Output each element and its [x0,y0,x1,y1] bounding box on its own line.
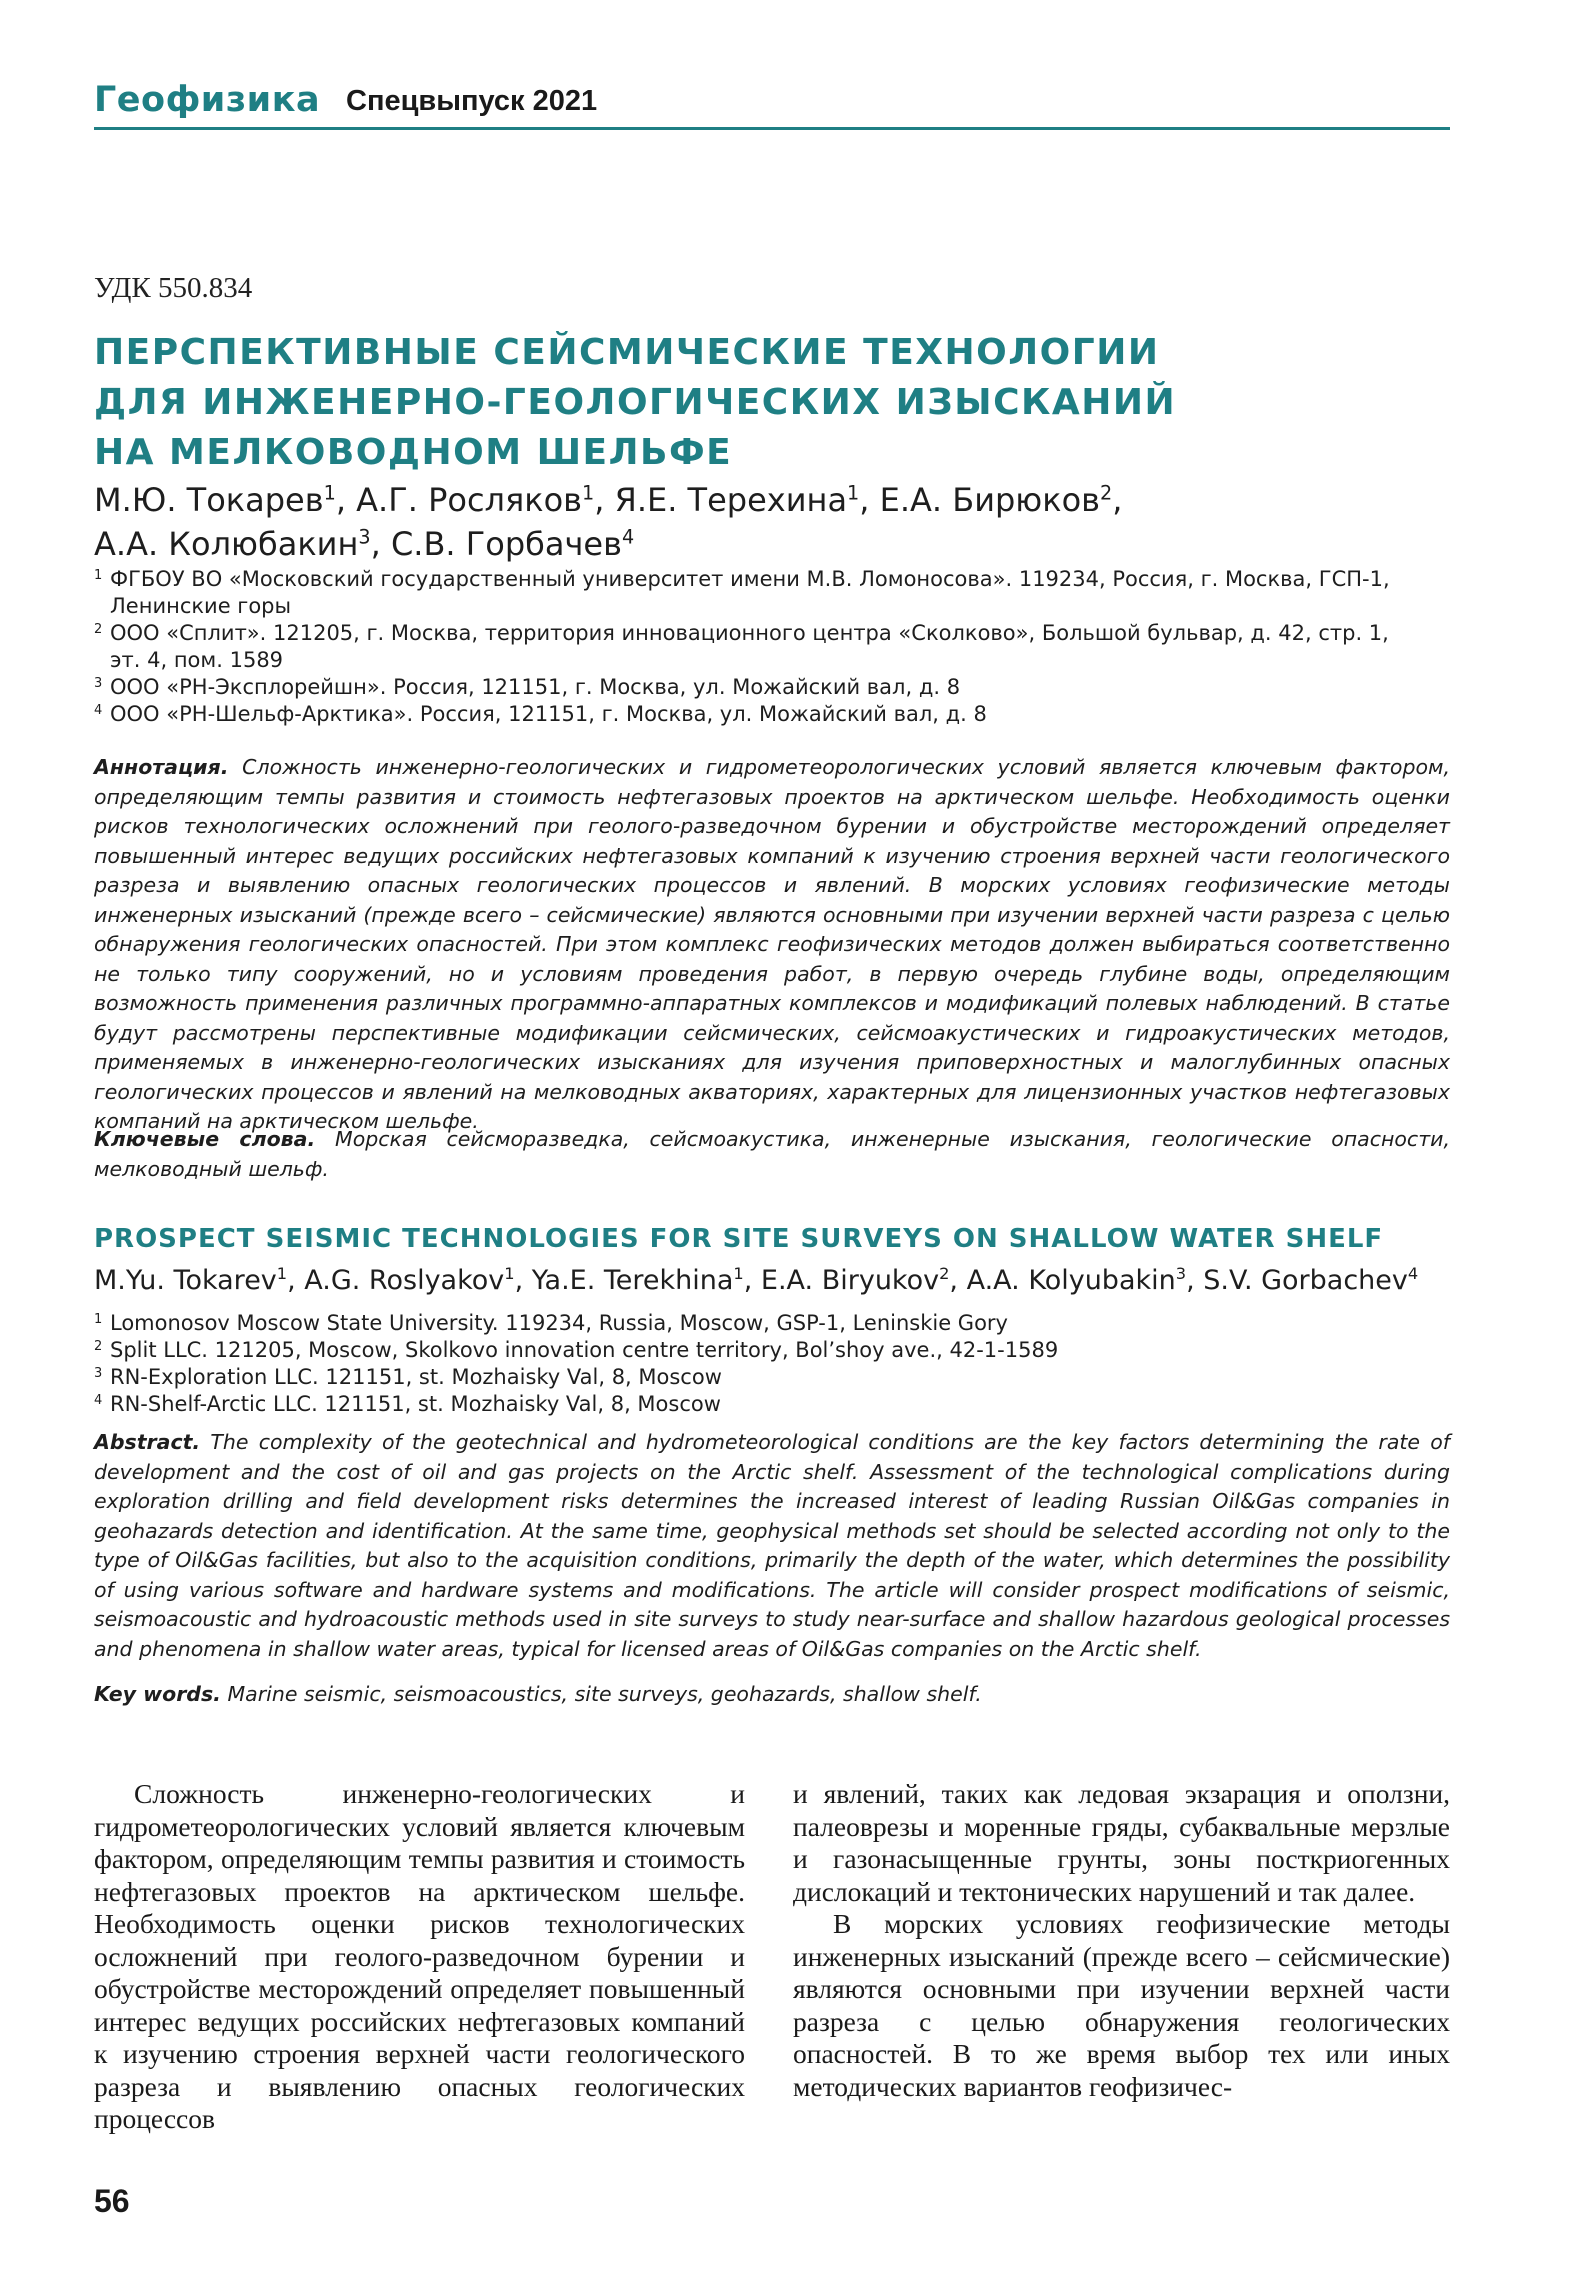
keywords-ru-text: Морская сейсморазведка, сейсмоакустика, инженерные изыскания, геологические опасности, мелководный шельф. [94,1127,1450,1181]
affiliation-text: RN-Exploration LLC. 121151, st. Mozhaisky Val, 8, Moscow [110,1365,722,1389]
article-title-en: PROSPECT SEISMIC TECHNOLOGIES FOR SITE SURVEYS ON SHALLOW WATER SHELF [94,1224,1384,1254]
author-name: A.G. Roslyakov [304,1265,505,1296]
author-name: M.Yu. Tokarev [94,1265,277,1296]
affiliation-item [94,1337,1394,1364]
keywords-ru [94,1125,1450,1184]
authors-ru [94,478,1394,566]
author-aff-mark: 1 [733,1264,744,1283]
affiliation-number: 3 [94,676,103,691]
affiliation-text: Split LLC. 121205, Moscow, Skolkovo innovation centre territory, Bol’shoy ave., 42-1-1589 [110,1338,1059,1362]
title-ru-line-2: ДЛЯ ИНЖЕНЕРНО-ГЕОЛОГИЧЕСКИХ ИЗЫСКАНИЙ [94,382,1177,423]
author-name: E.A. Biryukov [760,1265,940,1296]
author-name: А.Г. Росляков [356,481,583,519]
journal-issue: Спецвыпуск 2021 [346,85,598,117]
affiliation-text: ООО «Сплит». 121205, г. Москва, территория инновационного центра «Сколково», Большой бульвар, д. 42, стр. 1, [110,621,1389,645]
affiliation-text: ООО «РН-Шельф-Арктика». Россия, 121151, г. Москва, ул. Можайский вал, д. 8 [110,702,987,726]
affiliation-item [94,620,1394,674]
author-aff-mark: 4 [621,525,635,549]
title-ru-line-1: ПЕРСПЕКТИВНЫЕ СЕЙСМИЧЕСКИЕ ТЕХНОЛОГИИ [94,332,1160,373]
abstract-en [94,1428,1450,1664]
abstract-ru [94,753,1450,1137]
article-title-ru [94,328,1194,478]
author-aff-mark: 1 [276,1264,288,1283]
author-aff-mark: 1 [504,1264,515,1283]
affiliation-item [94,674,1394,701]
abstract-ru-label: Аннотация. [94,755,229,779]
udk-code: УДК 550.834 [94,272,253,304]
author-name: А.А. Колюбакин [94,525,359,563]
affiliation-number: 4 [94,1393,103,1408]
keywords-en [94,1680,1450,1710]
authors-en: M.Yu. Tokarev$^1$, A.G. Roslyakov$^1$, Ya.E. Terekhina$^1$, E.A. Biryukov$^2$, A.A. Kolyubakin$^3$, S.V. Gorbachev$^4$ [94,1264,1419,1296]
author-aff-mark: 4 [1407,1264,1419,1283]
author-aff-mark: 1 [847,481,860,505]
affiliation-item [94,1310,1394,1337]
affiliation-text-cont: эт. 4, пом. 1589 [110,648,284,672]
body-column-right [793,1778,1450,2103]
author-name: Я.Е. Терехина [614,481,848,519]
keywords-en-label: Key words. [94,1682,221,1706]
affiliation-text: Lomonosov Moscow State University. 119234, Russia, Moscow, GSP-1, Leninskie Gory [110,1311,1008,1335]
author-aff-mark: 1 [582,481,595,505]
affiliation-item [94,1391,1394,1418]
author-aff-mark: 3 [1175,1264,1187,1283]
affiliation-text-cont: Ленинские горы [110,594,292,618]
page-number: 56 [94,2183,130,2219]
abstract-en-text: The complexity of the geotechnical and hydrometeorological conditions are the key factors determining the rate of development and the cost of oil and gas projects on the Arctic shelf. Assessment of the technological complications during exploration drilling and field development risks determines the increased interest of leading Russian Oil&Gas companies in geohazards detection and identification. At the same time, geophysical methods set should be selected according not only to the type of Oil&Gas facilities, but also to the acquisition conditions, primarily the depth of the water, which determines the possibility of using various software and hardware systems and modifications. The article will consider prospect modifications of seismic, seismoacoustic and hydroacoustic methods used in site surveys to study near-surface and shallow hazardous geological processes and phenomena in shallow water areas, typical for licensed areas of Oil&Gas companies on the Arctic shelf. [94,1430,1450,1661]
author-aff-mark: 2 [1100,481,1113,505]
author-aff-mark: 3 [358,525,371,549]
affiliation-number: 1 [94,568,103,583]
affiliation-number: 2 [94,622,103,637]
keywords-en-text: Marine seismic, seismoacoustics, site surveys, geohazards, shallow shelf. [227,1682,982,1706]
affiliations-ru [94,566,1394,728]
authors-ru-line-1: М.Ю. Токарев$^1$, А.Г. Росляков$^1$, Я.Е. Терехина$^1$, Е.А. Бирюков$^2$, [94,481,1123,519]
author-aff-mark: 2 [939,1264,950,1283]
author-name: S.V. Gorbachev [1203,1265,1408,1296]
keywords-ru-label: Ключевые слова. [94,1127,316,1151]
affiliation-text: ООО «РН-Эксплорейшн». Россия, 121151, г. Москва, ул. Можайский вал, д. 8 [110,675,961,699]
journal-title: Геофизика [94,80,321,120]
body-column-left [94,1778,745,2136]
affiliation-number: 3 [94,1366,103,1381]
affiliation-item [94,701,1394,728]
author-aff-mark: 1 [323,481,336,505]
header-divider [94,127,1450,130]
authors-ru-line-2: А.А. Колюбакин$^3$, С.В. Горбачев$^4$ [94,525,635,563]
affiliation-text: ФГБОУ ВО «Московский государственный университет имени М.В. Ломоносова». 119234, Россия, г. Москва, ГСП-1, [110,567,1390,591]
title-ru-line-3: НА МЕЛКОВОДНОМ ШЕЛЬФЕ [94,432,733,473]
affiliation-number: 1 [94,1312,103,1327]
body-paragraph: В морских условиях геофизические методы инженерных изысканий (прежде всего – сейсмические) являются основными при изучении верхней части разреза с целью обнаружения геологических опасностей. В то же время выбор тех или иных методических вариантов геофизичес- [793,1908,1450,2102]
affiliation-item [94,566,1394,620]
author-name: Е.А. Бирюков [879,481,1100,519]
author-name: С.В. Горбачев [390,525,622,563]
affiliation-item [94,1364,1394,1391]
author-name: М.Ю. Токарев [94,481,324,519]
abstract-ru-text: Сложность инженерно-геологических и гидрометеорологических условий является ключевым фактором, определяющим темпы развития и стоимость нефтегазовых проектов на арктическом шельфе. Необходимость оценки рисков технологических осложнений при геолого-разведочном бурении и обустройстве месторождений определяет повышенный интерес ведущих российских нефтегазовых компаний к изучению строения верхней части геологического разреза и выявлению опасных геологических процессов и явлений. В морских условиях геофизические методы инженерных изысканий (прежде всего – сейсмические) являются основными при изучении верхней части разреза с целью обнаружения геологических опасностей. При этом комплекс геофизических методов должен выбираться соответственно не только типу сооружений, но и условиям проведения работ, в первую очередь глубине воды, определяющим возможность применения различных программно-аппаратных комплексов и модификаций полевых наблюдений. В статье будут рассмотрены перспективные модификации сейсмических, сейсмоакустических и гидроакустических методов, применяемых в инженерно-геологических изысканиях для изучения приповерхностных и малоглубинных опасных геологических процессов и явлений на мелководных акваториях, характерных для лицензионных участков нефтегазовых компаний на арктическом шельфе. [94,755,1450,1133]
body-paragraph-continued: и явлений, таких как ледовая экзарация и оползни, палеоврезы и моренные гряды, субаквальные мерзлые и газонасыщенные грунты, зоны посткриогенных дислокаций и тектонических нарушений и так далее. [793,1778,1450,1907]
affiliation-text: RN-Shelf-Arctic LLC. 121151, st. Mozhaisky Val, 8, Moscow [110,1392,721,1416]
body-paragraph: Сложность инженерно-геологических и гидрометеорологических условий является ключевым фактором, определяющим темпы развития и стоимость нефтегазовых проектов на арктическом шельфе. Необходимость оценки рисков технологических осложнений при геолого-разведочном бурении и обустройстве месторождений определяет повышенный интерес ведущих российских нефтегазовых компаний к изучению строения верхней части геологического разреза и выявлению опасных геологических процессов [94,1778,745,2134]
author-name: Ya.E. Terekhina [531,1265,734,1296]
affiliation-number: 4 [94,703,103,718]
author-name: A.A. Kolyubakin [966,1265,1176,1296]
affiliation-number: 2 [94,1339,103,1354]
affiliations-en [94,1310,1394,1418]
abstract-en-label: Abstract. [94,1430,201,1454]
